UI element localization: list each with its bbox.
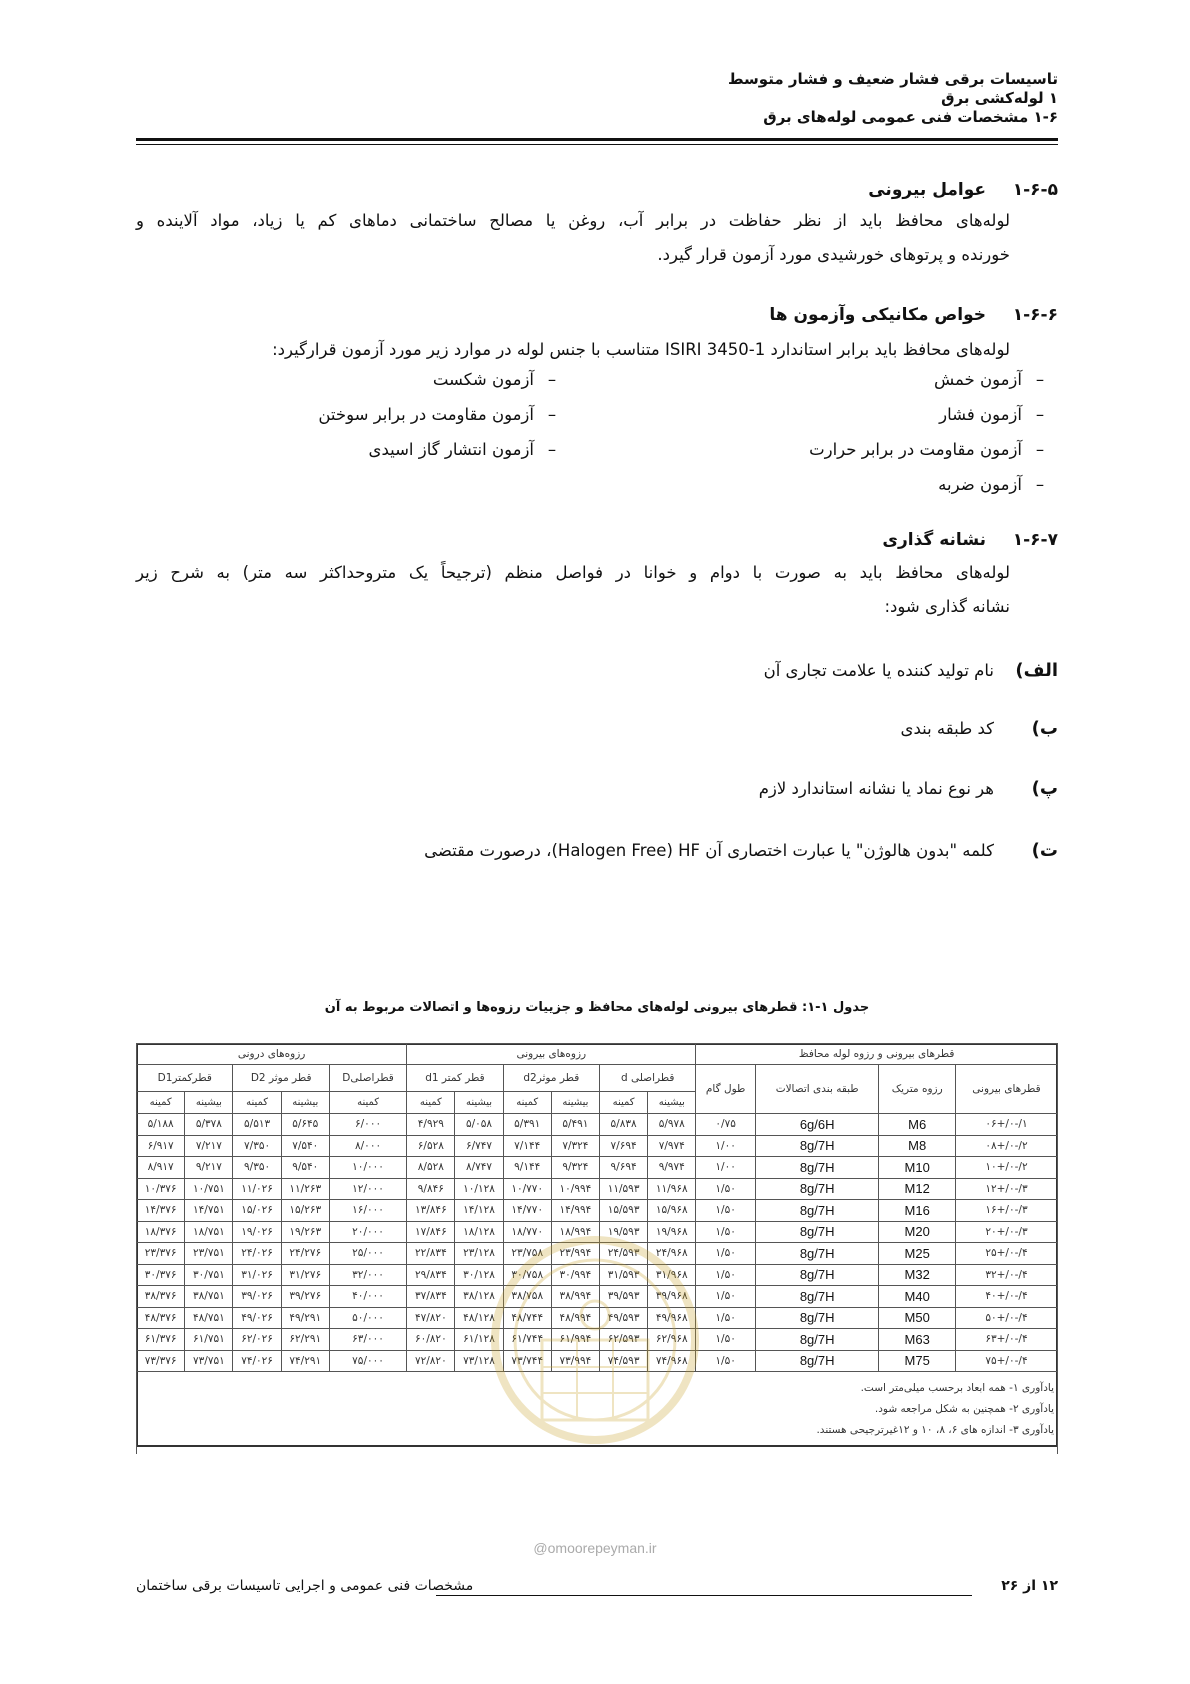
table-cell: ۵/۰۵۸ — [455, 1114, 503, 1136]
section-number: ۱-۶-۵ — [1012, 180, 1058, 200]
col-header: قطر موثر D2 — [233, 1065, 329, 1092]
table-cell: ۳۲/۰۰۰ — [329, 1264, 406, 1286]
marking-item: الف)نام تولید کننده یا علامت تجاری آن — [763, 660, 1058, 681]
section-title: نشانه گذاری — [882, 530, 986, 550]
table-cell: ۱۸/۷۷۰ — [503, 1221, 551, 1243]
test-item: –آزمون مقاومت در برابر سوختن — [318, 405, 557, 424]
table-cell: ۱/۵۰ — [696, 1264, 756, 1286]
table-cell: ۴۸/۳۷۶ — [137, 1307, 185, 1329]
table-cell: 8g/7H — [755, 1264, 879, 1286]
table-row — [137, 1114, 1058, 1136]
table-cell: 8g/7H — [755, 1329, 879, 1351]
paragraph-line: لوله‌های محافظ باید از نظر حفاظت در برابر آب، روغن یا مصالح ساختمانی دماهای کم یا زیاد، مواد آلاینده و — [136, 211, 1010, 230]
section-title: عوامل بیرونی — [868, 180, 986, 200]
footer-rule — [436, 1595, 972, 1596]
table-cell: ۱۳/۸۴۶ — [407, 1200, 455, 1222]
table-cell: ۱۶/۰۰۰ — [329, 1200, 406, 1222]
table-cell: ۱۹/۰۲۶ — [233, 1221, 281, 1243]
table-cell: ۱۰/۹۹۴ — [551, 1178, 599, 1200]
table-cell: ۴/-۰/+۴۰ — [955, 1286, 1057, 1308]
table-cell: ۹/۵۴۰ — [281, 1157, 329, 1179]
footer-title: مشخصات فنی عمومی و اجرایی تاسیسات برقی ساختمان — [136, 1578, 474, 1594]
table-cell: ۴/-۰/+۳۲ — [955, 1264, 1057, 1286]
marking-item: پ)هر نوع نماد یا نشانه استاندارد لازم — [758, 778, 1058, 799]
table-cell: ۱/۵۰ — [696, 1307, 756, 1329]
col-subheader: بیشینه — [185, 1092, 233, 1114]
table-cell: ۴/۹۲۹ — [407, 1114, 455, 1136]
table-cell: ۱۴/۹۹۴ — [551, 1200, 599, 1222]
table-cell: ۱۸/۱۲۸ — [455, 1221, 503, 1243]
table-cell: ۳۸/۹۹۴ — [551, 1286, 599, 1308]
table-cell: ۱۵/۰۲۶ — [233, 1200, 281, 1222]
table-cell: ۵/۳۹۱ — [503, 1114, 551, 1136]
table-cell: M12 — [879, 1178, 955, 1200]
col-subheader: بیشینه — [648, 1092, 696, 1114]
table-cell: ۴۸/۱۲۸ — [455, 1307, 503, 1329]
table-cell: ۴/-۰/+۲۵ — [955, 1243, 1057, 1265]
col-header: قطراصلیD — [329, 1065, 406, 1092]
table-cell: ۵/۴۹۱ — [551, 1114, 599, 1136]
table-cell: ۱۴/۳۷۶ — [137, 1200, 185, 1222]
table-cell: ۹/۳۵۰ — [233, 1157, 281, 1179]
table-cell: ۴/-۰/+۷۵ — [955, 1350, 1057, 1372]
table-row — [137, 1135, 1058, 1157]
page-number: ۱۲ از ۲۶ — [1001, 1578, 1058, 1594]
table-cell: ۲۵/۰۰۰ — [329, 1243, 406, 1265]
table-cell: M6 — [879, 1114, 955, 1136]
table-cell: ۱۰/۷۵۱ — [185, 1178, 233, 1200]
table-cell: ۶/۷۴۷ — [455, 1135, 503, 1157]
table-cell: ۳۸/۷۵۸ — [503, 1286, 551, 1308]
table-cell: ۱/۵۰ — [696, 1350, 756, 1372]
col-subheader: کمینه — [600, 1092, 648, 1114]
table-cell: ۵/۸۳۸ — [600, 1114, 648, 1136]
table-cell: ۷۵/۰۰۰ — [329, 1350, 406, 1372]
table-cell: ۴۷/۸۲۰ — [407, 1307, 455, 1329]
table-cell: ۱/-۰/+۰۶ — [955, 1114, 1057, 1136]
table-cell: M10 — [879, 1157, 955, 1179]
table-cell: ۶۲/۵۹۳ — [600, 1329, 648, 1351]
table-cell: ۸/۹۱۷ — [137, 1157, 185, 1179]
page-footer — [136, 1578, 1058, 1602]
table-cell: ۱/۰۰ — [696, 1135, 756, 1157]
table-cell: ۴۹/۲۹۱ — [281, 1307, 329, 1329]
header-line-2: ۱ لوله‌کشی برق — [941, 89, 1058, 107]
table-cell: ۱۰/۱۲۸ — [455, 1178, 503, 1200]
table-cell: ۳۰/۱۲۸ — [455, 1264, 503, 1286]
table-cell: ۴۰/۰۰۰ — [329, 1286, 406, 1308]
table-cell: M32 — [879, 1264, 955, 1286]
header-line-1: تاسیسات برقی فشار ضعیف و فشار متوسط — [727, 70, 1058, 88]
test-item: –آزمون مقاومت در برابر حرارت — [809, 440, 1045, 459]
group-header: رزوه‌های بیرونی — [407, 1044, 696, 1065]
table-cell: ۷/۳۲۴ — [551, 1135, 599, 1157]
col-header: قطرکمترD1 — [137, 1065, 233, 1092]
table-cell: M50 — [879, 1307, 955, 1329]
table-cell: ۷/۲۱۷ — [185, 1135, 233, 1157]
table-row — [137, 1178, 1058, 1200]
table-cell: ۷۲/۸۲۰ — [407, 1350, 455, 1372]
table-cell: 8g/7H — [755, 1286, 879, 1308]
table-cell: ۸/۵۲۸ — [407, 1157, 455, 1179]
group-header: قطرهای بیرونی و رزوه لوله محافظ — [696, 1044, 1058, 1065]
col-header: طول گام — [696, 1065, 756, 1114]
table-cell: ۶۲/۲۹۱ — [281, 1329, 329, 1351]
table-cell: ۵/۳۷۸ — [185, 1114, 233, 1136]
table-cell: ۸/۰۰۰ — [329, 1135, 406, 1157]
table-note: یادآوری ۱- همه ابعاد برحسب میلی‌متر است. — [860, 1382, 1054, 1394]
table-cell: ۶۳/۰۰۰ — [329, 1329, 406, 1351]
marking-item: ت)کلمه "بدون هالوژن" یا عبارت اختصاری آن Halogen Free) HF)، درصورت مقتضی — [424, 840, 1058, 861]
header-rule-thin — [136, 144, 1058, 145]
header-rule-thick — [136, 138, 1058, 141]
table-cell: ۳۹/۰۲۶ — [233, 1286, 281, 1308]
table-cell: ۳/-۰/+۲۰ — [955, 1221, 1057, 1243]
table-cell: ۱۱/۰۲۶ — [233, 1178, 281, 1200]
table-note: یادآوری ۳- اندازه های ۶، ۸، ۱۰ و ۱۲غیرترجیحی هستند. — [816, 1424, 1054, 1436]
col-subheader: کمینه — [407, 1092, 455, 1114]
table-cell: ۷۳/۷۴۴ — [503, 1350, 551, 1372]
table-cell: ۲۴/۹۶۸ — [648, 1243, 696, 1265]
test-item: –آزمون شکست — [432, 370, 557, 389]
watermark-seal — [482, 1220, 708, 1490]
table-cell: ۱۴/۱۲۸ — [455, 1200, 503, 1222]
table-cell: M63 — [879, 1329, 955, 1351]
col-header: قطراصلی d — [600, 1065, 696, 1092]
table-cell: M8 — [879, 1135, 955, 1157]
table-cell: ۳۰/۳۷۶ — [137, 1264, 185, 1286]
table-row — [137, 1200, 1058, 1222]
table-cell: 8g/7H — [755, 1200, 879, 1222]
col-subheader: کمینه — [137, 1092, 185, 1114]
table-cell: ۰/۷۵ — [696, 1114, 756, 1136]
table-cell: M25 — [879, 1243, 955, 1265]
section-heading-6 — [769, 305, 1058, 325]
table-cell: ۸/۷۴۷ — [455, 1157, 503, 1179]
table-cell: ۱۹/۵۹۳ — [600, 1221, 648, 1243]
table-cell: ۲/-۰/+۱۰ — [955, 1157, 1057, 1179]
table-cell: ۳۱/۰۲۶ — [233, 1264, 281, 1286]
table-cell: ۱۵/۲۶۳ — [281, 1200, 329, 1222]
header-line-3: ۱-۶ مشخصات فنی عمومی لوله‌های برق — [763, 108, 1058, 126]
table-cell: ۶/۵۲۸ — [407, 1135, 455, 1157]
table-cell: ۹/۳۲۴ — [551, 1157, 599, 1179]
table-cell: ۳/-۰/+۱۶ — [955, 1200, 1057, 1222]
table-cell: ۴۹/۰۲۶ — [233, 1307, 281, 1329]
table-cell: ۳۹/۹۶۸ — [648, 1286, 696, 1308]
table-cell: ۲۴/۲۷۶ — [281, 1243, 329, 1265]
table-cell: ۷۳/۹۹۴ — [551, 1350, 599, 1372]
test-item: –آزمون فشار — [939, 405, 1045, 424]
table-notes — [816, 1378, 1054, 1441]
table-cell: ۶۰/۸۲۰ — [407, 1329, 455, 1351]
table-cell: ۶۱/۷۵۱ — [185, 1329, 233, 1351]
test-item: –آزمون خمش — [933, 370, 1045, 389]
table-cell: ۱۸/۹۹۴ — [551, 1221, 599, 1243]
table-cell: ۷۳/۷۵۱ — [185, 1350, 233, 1372]
table-cell: ۶۱/۱۲۸ — [455, 1329, 503, 1351]
col-subheader: کمینه — [233, 1092, 281, 1114]
table-cell: ۱۱/۲۶۳ — [281, 1178, 329, 1200]
table-cell: ۱۹/۹۶۸ — [648, 1221, 696, 1243]
section-title: خواص مکانیکی وآزمون ها — [769, 305, 986, 325]
table-cell: ۱۷/۸۴۶ — [407, 1221, 455, 1243]
group-header: رزوه‌های درونی — [137, 1044, 407, 1065]
section-number: ۱-۶-۶ — [1012, 305, 1058, 325]
table-cell: ۳۰/۹۹۴ — [551, 1264, 599, 1286]
table-cell: 8g/7H — [755, 1307, 879, 1329]
table-cell: ۴۹/۹۶۸ — [648, 1307, 696, 1329]
table-cell: ۱/۵۰ — [696, 1178, 756, 1200]
table-cell: M20 — [879, 1221, 955, 1243]
table-cell: ۳۸/۱۲۸ — [455, 1286, 503, 1308]
table-cell: ۲۴/۰۲۶ — [233, 1243, 281, 1265]
paragraph-line: خورنده و پرتوهای خورشیدی مورد آزمون قرار گیرد. — [657, 245, 1010, 264]
table-cell: ۳۰/۷۵۸ — [503, 1264, 551, 1286]
table-cell: ۷/۹۷۴ — [648, 1135, 696, 1157]
table-row — [137, 1157, 1058, 1179]
table-cell: ۹/۱۴۴ — [503, 1157, 551, 1179]
table-cell: ۱/۵۰ — [696, 1286, 756, 1308]
col-header: رزوه متریک — [879, 1065, 955, 1114]
running-header — [728, 70, 1058, 127]
col-subheader: بیشینه — [551, 1092, 599, 1114]
table-cell: ۷۴/۹۶۸ — [648, 1350, 696, 1372]
table-cell: ۷۴/۰۲۶ — [233, 1350, 281, 1372]
table-cell: ۳۹/۵۹۳ — [600, 1286, 648, 1308]
table-cell: ۱۰/۰۰۰ — [329, 1157, 406, 1179]
table-cell: ۳۷/۸۳۴ — [407, 1286, 455, 1308]
table-cell: M40 — [879, 1286, 955, 1308]
table-cell: ۲۳/۳۷۶ — [137, 1243, 185, 1265]
col-header: قطرهای بیرونی — [955, 1065, 1057, 1114]
table-cell: ۶۲/۹۶۸ — [648, 1329, 696, 1351]
table-cell: ۳۸/۷۵۱ — [185, 1286, 233, 1308]
table-cell: ۳۰/۷۵۱ — [185, 1264, 233, 1286]
table-cell: ۱۱/۹۶۸ — [648, 1178, 696, 1200]
table-cell: ۱/۵۰ — [696, 1221, 756, 1243]
test-item: –آزمون انتشار گاز اسیدی — [368, 440, 557, 459]
table-cell: ۱۹/۲۶۳ — [281, 1221, 329, 1243]
table-cell: 8g/7H — [755, 1135, 879, 1157]
table-cell: ۷/۳۵۰ — [233, 1135, 281, 1157]
table-cell: ۱۸/۷۵۱ — [185, 1221, 233, 1243]
table-cell: 8g/7H — [755, 1157, 879, 1179]
table-cell: ۹/۸۴۶ — [407, 1178, 455, 1200]
table-cell: ۳۱/۵۹۳ — [600, 1264, 648, 1286]
table-cell: ۲۴/۵۹۳ — [600, 1243, 648, 1265]
table-cell: ۷۳/۱۲۸ — [455, 1350, 503, 1372]
table-cell: ۶/۰۰۰ — [329, 1114, 406, 1136]
table-cell: 8g/7H — [755, 1243, 879, 1265]
table-cell: ۵/۶۴۵ — [281, 1114, 329, 1136]
section-heading-5 — [868, 180, 1058, 200]
table-cell: ۹/۶۹۴ — [600, 1157, 648, 1179]
section-number: ۱-۶-۷ — [1012, 530, 1058, 550]
table-cell: ۱۲/۰۰۰ — [329, 1178, 406, 1200]
table-cell: ۵/۵۱۳ — [233, 1114, 281, 1136]
table-cell: M16 — [879, 1200, 955, 1222]
table-cell: ۲۲/۸۳۴ — [407, 1243, 455, 1265]
section-heading-7 — [882, 530, 1058, 550]
table-cell: ۴۸/۷۵۱ — [185, 1307, 233, 1329]
paragraph-line: نشانه گذاری شود: — [884, 597, 1010, 616]
col-header: قطر کمتر d1 — [407, 1065, 503, 1092]
col-subheader: بیشینه — [281, 1092, 329, 1114]
col-header: طبقه بندی اتصالات — [755, 1065, 879, 1114]
section-7-paragraph — [136, 556, 1010, 624]
table-cell: ۴۸/۷۴۴ — [503, 1307, 551, 1329]
table-cell: ۱۵/۹۶۸ — [648, 1200, 696, 1222]
table-cell: ۲۹/۸۳۴ — [407, 1264, 455, 1286]
watermark-text: @omoorepeyman.ir — [533, 1540, 657, 1556]
table-cell: ۷/۱۴۴ — [503, 1135, 551, 1157]
table-caption: جدول ۱-۱: قطرهای بیرونی لوله‌های محافظ و جزییات رزوه‌ها و اتصالات مربوط به آن — [324, 1000, 870, 1015]
table-cell: ۳۹/۲۷۶ — [281, 1286, 329, 1308]
marking-item: ب)کد طبقه بندی — [900, 718, 1058, 739]
table-cell: ۵/۹۷۸ — [648, 1114, 696, 1136]
table-cell: 6g/6H — [755, 1114, 879, 1136]
table-cell: ۶۱/۹۹۴ — [551, 1329, 599, 1351]
table-cell: ۱۴/۷۷۰ — [503, 1200, 551, 1222]
table-cell: ۲۳/۷۵۸ — [503, 1243, 551, 1265]
table-cell: ۲۰/۰۰۰ — [329, 1221, 406, 1243]
table-cell: ۱۸/۳۷۶ — [137, 1221, 185, 1243]
table-cell: ۶/۹۱۷ — [137, 1135, 185, 1157]
col-header: قطر موثرd2 — [503, 1065, 599, 1092]
table-cell: ۹/۲۱۷ — [185, 1157, 233, 1179]
table-cell: ۵/۱۸۸ — [137, 1114, 185, 1136]
table-cell: 8g/7H — [755, 1178, 879, 1200]
table-cell: ۳۱/۹۶۸ — [648, 1264, 696, 1286]
table-cell: ۱/۵۰ — [696, 1243, 756, 1265]
table-cell: ۴۸/۹۹۴ — [551, 1307, 599, 1329]
table-cell: 8g/7H — [755, 1221, 879, 1243]
table-cell: ۶۲/۰۲۶ — [233, 1329, 281, 1351]
table-cell: ۳۱/۲۷۶ — [281, 1264, 329, 1286]
table-cell: ۲۳/۹۹۴ — [551, 1243, 599, 1265]
table-cell: ۷/۵۴۰ — [281, 1135, 329, 1157]
table-cell: ۶۱/۳۷۶ — [137, 1329, 185, 1351]
table-cell: ۴/-۰/+۵۰ — [955, 1307, 1057, 1329]
table-cell: ۱/۵۰ — [696, 1329, 756, 1351]
table-cell: ۲۳/۱۲۸ — [455, 1243, 503, 1265]
table-cell: ۵۰/۰۰۰ — [329, 1307, 406, 1329]
table-cell: ۱۴/۷۵۱ — [185, 1200, 233, 1222]
col-subheader: کمینه — [503, 1092, 551, 1114]
table-cell: ۱۱/۵۹۳ — [600, 1178, 648, 1200]
table-cell: M75 — [879, 1350, 955, 1372]
table-cell: ۱/۰۰ — [696, 1157, 756, 1179]
table-cell: ۹/۹۷۴ — [648, 1157, 696, 1179]
paragraph-line: لوله‌های محافظ باید به صورت با دوام و خوانا در فواصل منظم (ترجیحاً یک متروحداکثر سه متر) به شرح زیر — [136, 563, 1010, 582]
table-note: یادآوری ۲- همچنین به شکل مراجعه شود. — [874, 1403, 1054, 1415]
table-cell: ۱۰/۷۷۰ — [503, 1178, 551, 1200]
table-cell: ۱۵/۵۹۳ — [600, 1200, 648, 1222]
table-cell: ۲/-۰/+۰۸ — [955, 1135, 1057, 1157]
section-5-paragraph — [136, 204, 1010, 272]
table-cell: ۱/۵۰ — [696, 1200, 756, 1222]
table-cell: ۷۴/۲۹۱ — [281, 1350, 329, 1372]
table-cell: ۴/-۰/+۶۳ — [955, 1329, 1057, 1351]
table-cell: ۳۸/۳۷۶ — [137, 1286, 185, 1308]
col-subheader: بیشینه — [455, 1092, 503, 1114]
table-cell: ۲۳/۷۵۱ — [185, 1243, 233, 1265]
table-cell: ۶۱/۷۴۴ — [503, 1329, 551, 1351]
paragraph-line: لوله‌های محافظ باید برابر استاندارد ISIRI 3450-1 متناسب با جنس لوله در موارد زیر مورد آزمون قرارگیرد: — [272, 340, 1010, 359]
table-cell: ۷/۶۹۴ — [600, 1135, 648, 1157]
table-cell: ۴۹/۵۹۳ — [600, 1307, 648, 1329]
col-subheader: کمینه — [329, 1092, 406, 1114]
table-cell: ۷۴/۵۹۳ — [600, 1350, 648, 1372]
table-cell: 8g/7H — [755, 1350, 879, 1372]
table-cell: ۱۰/۳۷۶ — [137, 1178, 185, 1200]
table-cell: ۳/-۰/+۱۲ — [955, 1178, 1057, 1200]
table-cell: ۷۳/۳۷۶ — [137, 1350, 185, 1372]
test-item: –آزمون ضربه — [938, 475, 1045, 494]
section-6-intro — [200, 333, 1010, 367]
